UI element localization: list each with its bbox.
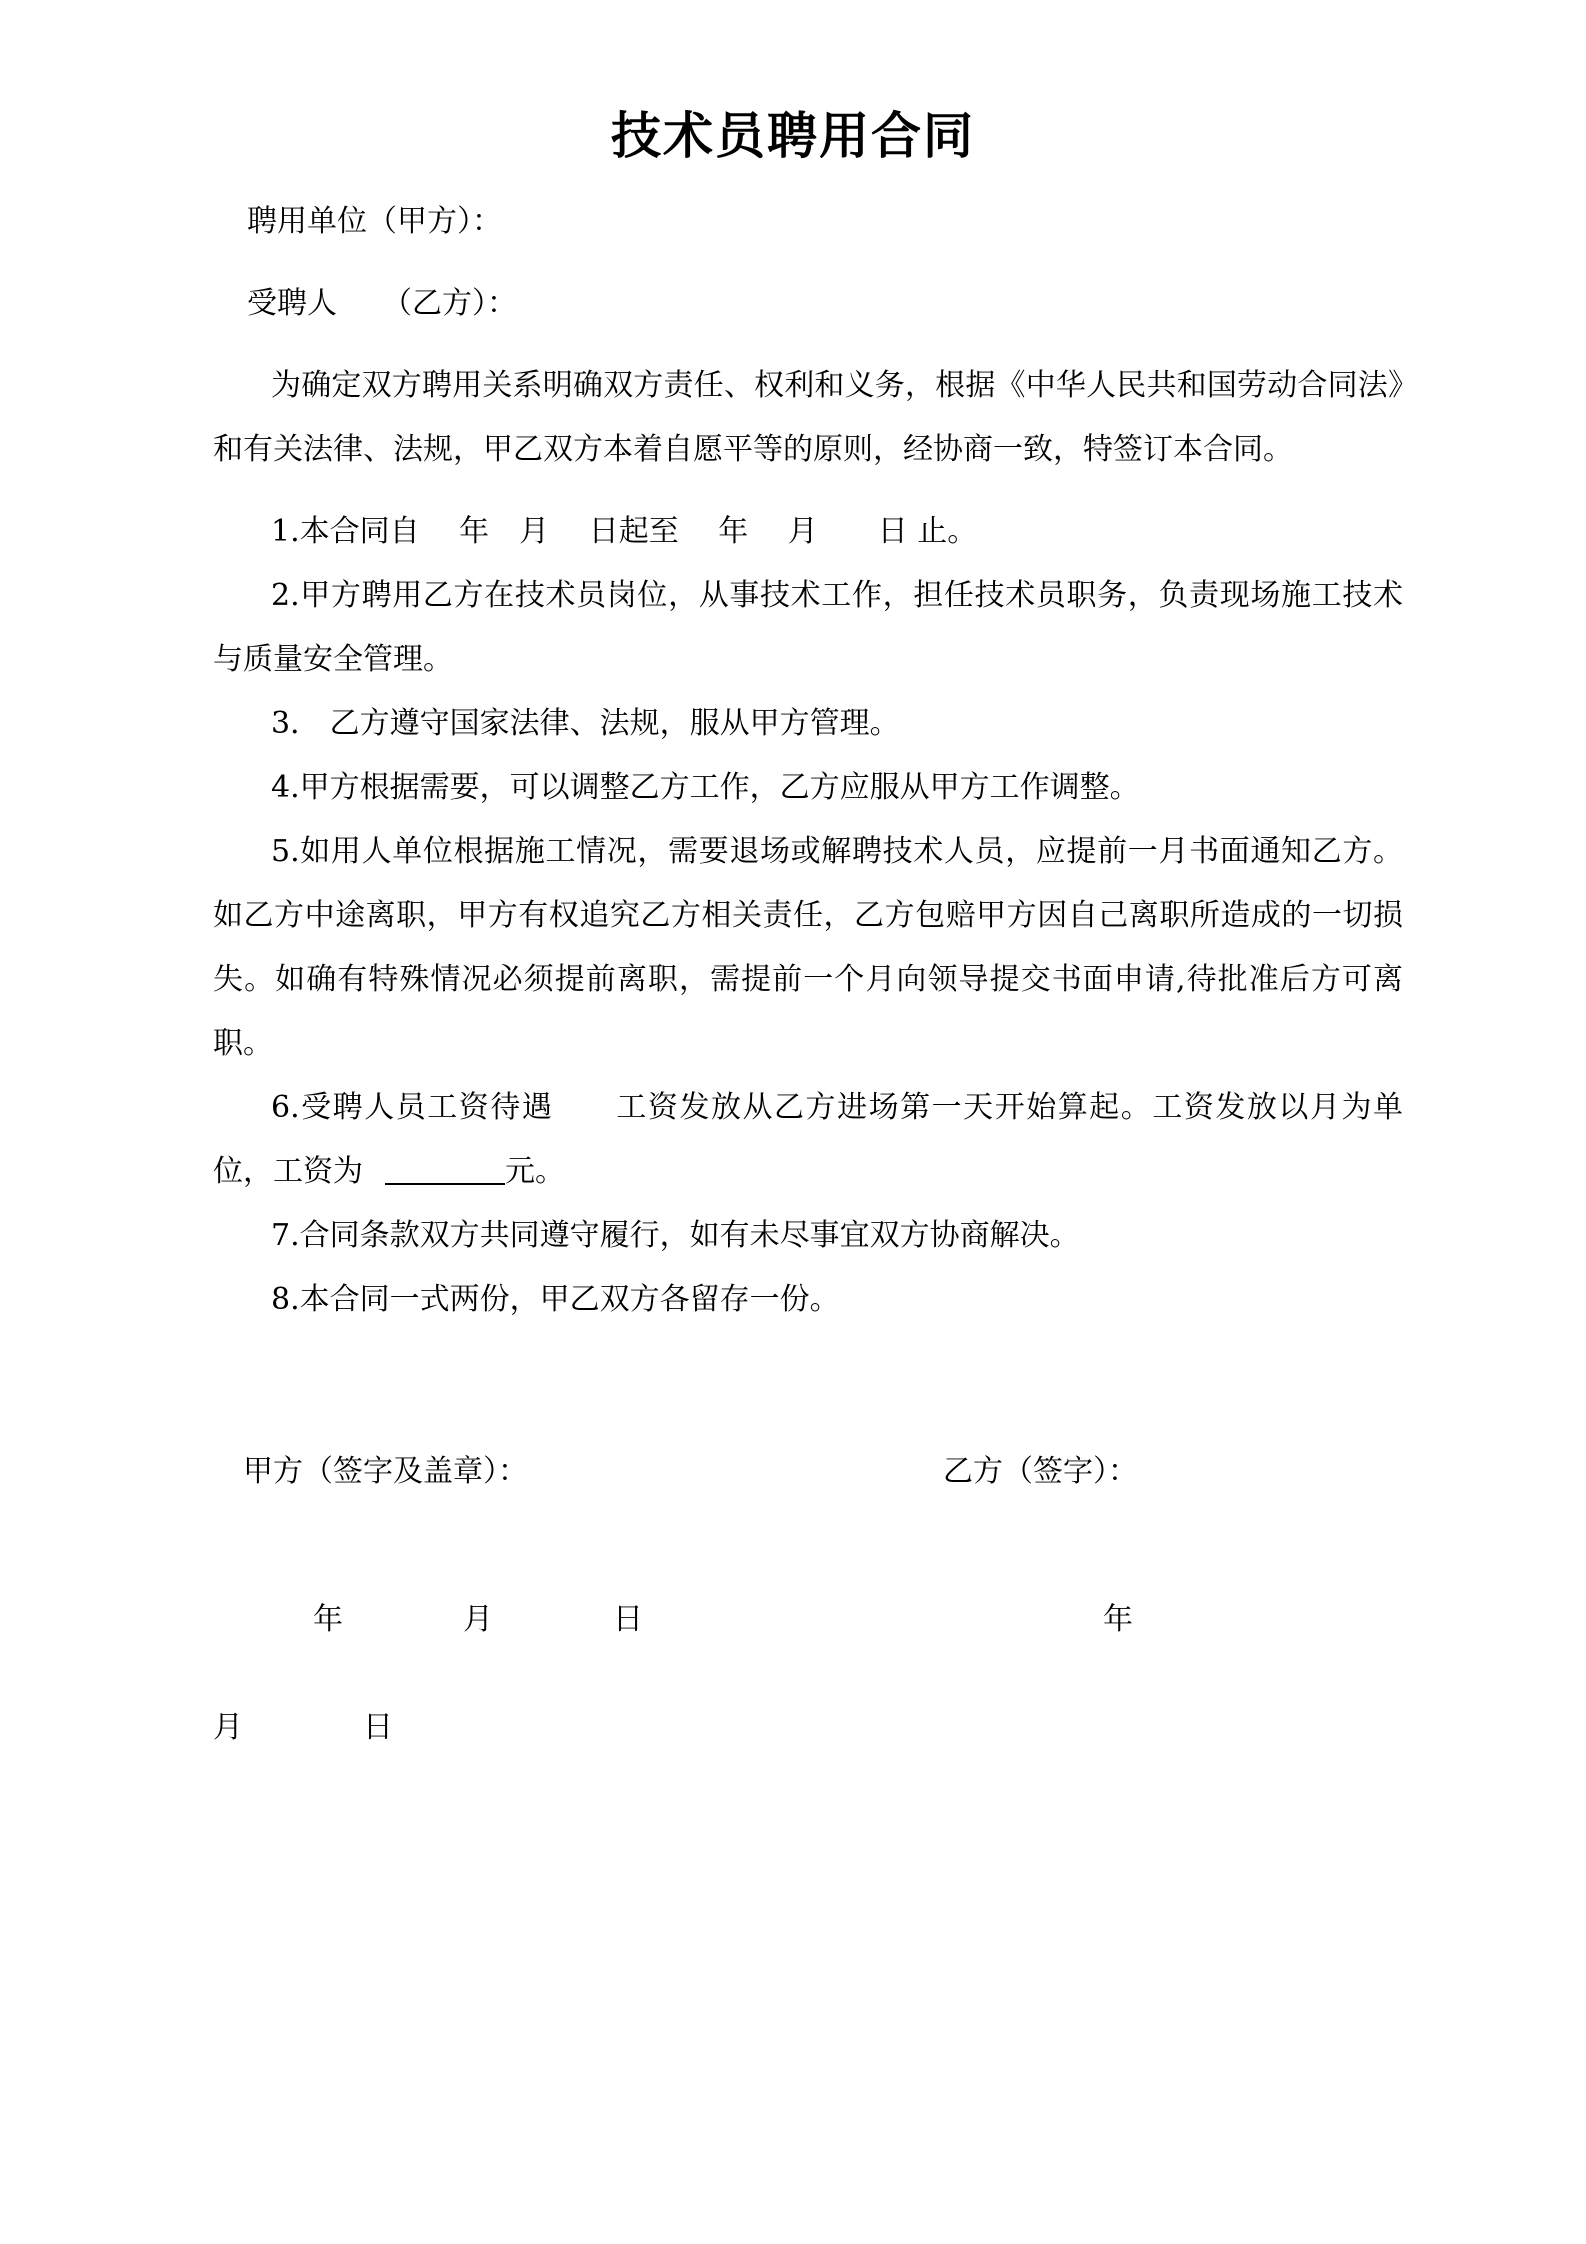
signature-row: [213, 1442, 1403, 1502]
party-a-signature-label: 甲方（签字及盖章）：: [243, 1454, 528, 1489]
clause-6-text-before: 6.受聘人员工资待遇 工资发放从乙方进场第一天开始算起。工资发放以月为单位，工资为: [213, 1090, 1403, 1189]
party-b-signature-label: 乙方（签字）：: [943, 1454, 1138, 1489]
clause-1: 1.本合同自 年 月 日起至 年 月 日 止。: [271, 514, 978, 549]
clause-2: 2.甲方聘用乙方在技术员岗位，从事技术工作，担任技术员职务，负责现场施工技术与质量安全管理。: [213, 578, 1403, 677]
clause-8: 8.本合同一式两份，甲乙双方各留存一份。: [271, 1282, 840, 1317]
clause-6-text-after: 元。: [505, 1154, 565, 1189]
clause-7: 7.合同条款双方共同遵守履行，如有未尽事宜双方协商解决。: [271, 1218, 1080, 1253]
party-a-date: 年 月 日: [313, 1602, 643, 1637]
clause-6: [213, 1076, 1403, 1204]
clause-3: 3． 乙方遵守国家法律、法规，服从甲方管理。: [271, 706, 900, 741]
party-b-date: 年: [1103, 1602, 1133, 1637]
clause-5: 5.如用人单位根据施工情况，需要退场或解聘技术人员，应提前一月书面通知乙方。如乙方中途离职，甲方有权追究乙方相关责任，乙方包赔甲方因自己离职所造成的一切损失。如确有特殊情况必须提前离职，需提前一个月向领导提交书面申请,待批准后方可离职。: [213, 834, 1403, 1061]
clause-4: 4.甲方根据需要，可以调整乙方工作，乙方应服从甲方工作调整。: [271, 770, 1140, 805]
party-a-line: 聘用单位（甲方）：: [247, 204, 502, 239]
date-row: [213, 1590, 1403, 1650]
page-title: 技术员聘用合同: [611, 107, 975, 165]
preamble-paragraph: 为确定双方聘用关系明确双方责任、权利和义务，根据《中华人民共和国劳动合同法》和有关法律、法规，甲乙双方本着自愿平等的原则，经协商一致，特签订本合同。: [213, 368, 1403, 467]
salary-blank-field[interactable]: [385, 1183, 505, 1185]
contract-body: [103, 190, 1483, 1758]
party-b-line: 受聘人 （乙方）：: [247, 286, 517, 321]
party-b-date-second-row: 月 日: [213, 1710, 393, 1745]
